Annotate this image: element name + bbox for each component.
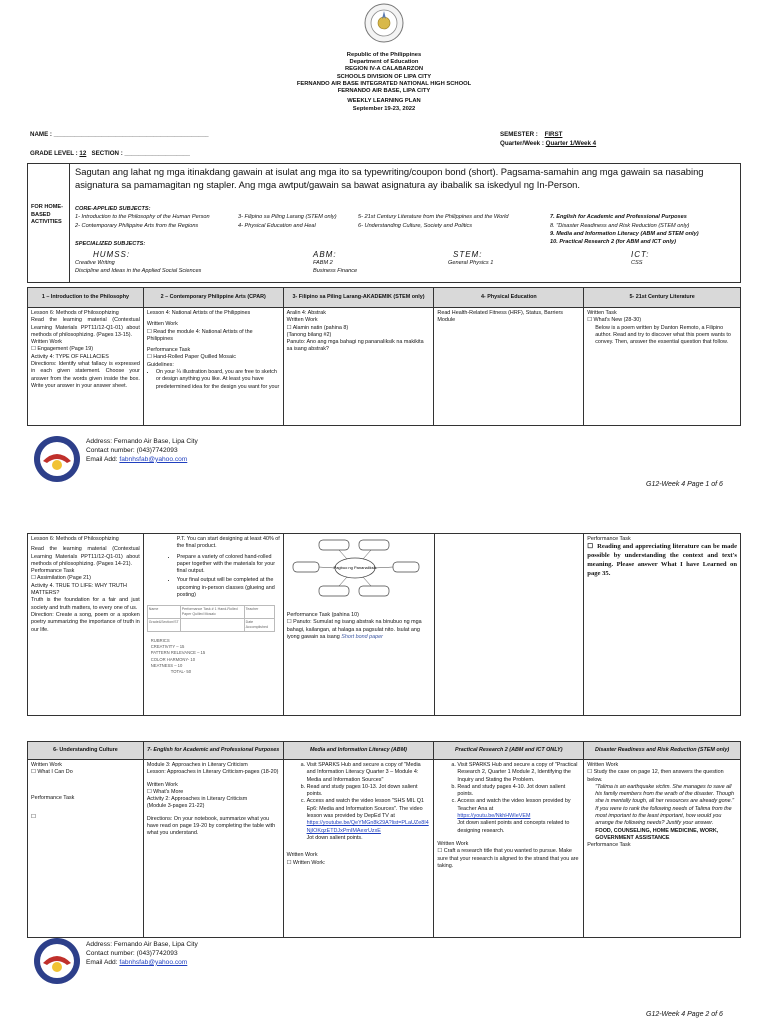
task-label: Performance Task	[587, 842, 631, 849]
activity-context: Truth is the foundation for a fair and just society and truth matters, to every one of us.	[31, 597, 140, 611]
address-block-1	[86, 438, 198, 465]
address-block-2	[86, 941, 198, 968]
task-item: Read the module 4: National Artists of the Philippines	[146, 328, 253, 342]
weekly-plan-table-3	[27, 741, 741, 938]
address-text: Address: Fernando Air Base, Lipa City	[86, 941, 198, 948]
task-label: Written Work	[587, 762, 619, 768]
lesson-title: Aralin 4: Abstrak	[286, 310, 326, 316]
weekly-plan-table-1	[27, 287, 741, 426]
pe-cell-2	[434, 534, 584, 716]
task-item: Alamin natin (pahina 8)	[292, 324, 349, 331]
filipino-cell-2: Pagbuo ng Pananaliksik Performance Task (pahina 10) ☐ Panuto: Sumulat ng isang abstrak na binubuo ng mga bahagi, kailangan, at halaga sa pagsulat nito. Isulat ang iyong gawain sa isang Short bond paper	[283, 534, 434, 716]
header-line-3: REGION IV-A CALABARZON	[344, 66, 424, 73]
task-label: Performance Task	[31, 794, 75, 801]
humss-subject-1: Creative Writing	[75, 260, 115, 266]
concept-map-diagram	[289, 538, 429, 606]
task-instruction: Read Health-Related Fitness (HRF), Status, Barriers Module	[437, 310, 563, 324]
task-label: Written Work	[146, 781, 178, 788]
col-header-philosophy: 1 – Introduction to the Philosophy	[28, 288, 144, 308]
rubric-line: TOTAL- 50	[170, 669, 192, 675]
name-line: _____________________________________________	[53, 131, 209, 138]
contact-text: Contact number: (043)7742093	[86, 446, 178, 454]
quarter-label: Quarter/Week :	[500, 140, 544, 147]
activity-direction: Direction: Create a song, poem or a spoken poetry summarizing the importance of truth in our life.	[31, 611, 140, 633]
activity-directions: Directions: On your notebook, summarize what you have read on page 19-20 by completing the table with what you understand.	[146, 815, 276, 837]
mil-step: a. Visit SPARKS Hub and secure a copy of "Media and Information Literacy Quarter 3 – Module 4: Media and Information Sources"	[307, 762, 431, 784]
grade-section-field[interactable]	[30, 150, 190, 157]
ict-subject-1: CSS	[631, 260, 643, 266]
case-text: "Talima is an earthquake victim. She manages to save all his family members from the wrath of the disaster. Though she is mentally tough, all her resources are already gone." If you were to rank the following needs of Talima from the most important to the least important, how would you arrange the following needs? Justify your answer.	[595, 783, 735, 827]
strand-abm: ABM:	[313, 250, 337, 259]
pr2-step: a. Visit SPARKS Hub and secure a copy of "Practical Research 2, Quarter 1 Module 2, Identifying the Inquiry and Stating the Problem.	[457, 762, 580, 784]
rubric-line: COLOR HARMONY- 10	[150, 656, 196, 662]
school-logo	[33, 937, 81, 985]
core-subject-7: 7. English for Academic and Professional Purposes	[550, 214, 687, 220]
rubric-line: NEATNESS – 10	[150, 662, 183, 668]
core-subject-1: 1- Introduction to the Philosophy of the Human Person	[75, 214, 210, 220]
task-label: Performance Task	[587, 536, 631, 542]
task-label: Written Work	[286, 852, 318, 859]
col-header-cpar: 2 – Contemporary Philippine Arts (CPAR)	[143, 288, 283, 308]
stem-subject-1: General Physics 1	[448, 260, 494, 266]
email-label: Email Add:	[86, 958, 118, 966]
plan-dates: September 19-23, 2022	[352, 105, 416, 112]
section-line: ___________________	[124, 150, 190, 157]
activity-pages: (Module 3-pages 21-22)	[146, 803, 205, 810]
task-label: Performance Task (pahina 10)	[286, 612, 359, 618]
task-item: What's More	[153, 788, 184, 795]
task-directions: Reading and appreciating literature can be made possible by understanding the context and text's meaning. Please answer What I have Learned on page 35.	[587, 543, 737, 577]
lesson-instruction: Read the learning material (Contextual Learning Materials PPT11/12-Q1-01) about methods of philosophizing. (Pages 13-15).	[31, 317, 140, 338]
name-field[interactable]	[30, 131, 209, 138]
philosophy-cell-2: Lesson 6: Methods of Philosophizing Read the learning material (Contextual Learning Materials PPT11/12-Q1-01) about methods of philosophizing. (Pages 14-21). Performance Task ☐ Assimilation (Page 21) Activity 4. TRUE TO LIFE: WHY TRUTH MATTERS? Truth is the foundation for a fair and just society and truth matters, to every one of us. Direction: Create a song, poem or a spoken poetry summarizing the importance of truth in our life.	[28, 534, 144, 716]
mil-step: c. Access and watch the video lesson "SHS MIL Q1 Ep6: Media and Information Sources". The video lesson was provided by DepEd TV at	[307, 798, 431, 820]
col-header-mil: Media and Information Literacy (ABM)	[283, 742, 434, 760]
core-subject-5: 5- 21st Century Literature from the Philippines and the World	[358, 214, 509, 220]
task-item: What's New (28-30)	[593, 317, 641, 324]
humss-subject-2: Discipline and Ideas in the Applied Social Sciences	[75, 268, 202, 274]
core-subject-9: 9. Media and Information Literacy (ABM and STEM only)	[550, 231, 699, 237]
mil-note: Jot down salient points.	[306, 834, 363, 841]
task-label: Written Work	[286, 317, 318, 324]
name-label: NAME :	[30, 131, 52, 138]
cpar-cell-2	[143, 534, 283, 716]
col-header-literature: 5- 21st Century Literature	[584, 288, 741, 308]
task-directions: Panuto: Sumulat ng isang abstrak na binubuo ng mga bahagi, kailangan, at halaga sa pagsulat nito. Isulat ang iyong gawain sa isang	[286, 619, 422, 640]
drrr-cell: Written Work ☐ Study the case on page 12, then answers the question below. "Talima is an earthquake victim. She manages to save all his family members from the wrath of the disaster. Though she is mentally tough, all her resources are already gone." If you were to rank the following needs of Talima from the most important to the least important, how would you arrange the following needs? Justify your answer. FOOD, COUNSELING, HOME MEDICINE, WORK, GOVERNMENT ASSISTANCE Performance Task	[584, 760, 741, 938]
home-based-instruction: Sagutan ang lahat ng mga itinakdang gawain at isulat ang mga ito sa typewriting/coupon bond (short). Pagsama-samahin ang mga gawain sa nasabing asignatura sa pamamagitan ng stapler. Ang mga awtput/gawain sa bawat asignatura ay ibabalik sa iskedyul ng In-Person.	[75, 166, 704, 190]
pr2-cell: a. Visit SPARKS Hub and secure a copy of "Practical Research 2, Quarter 1 Module 2, Identifying the Inquiry and Stating the Problem. b. Read and study pages 4-10. Jot down salient points. c. Access and watch the video lesson provided by Teacher Ana at https://youtu.be/NkhHWIeVEM Jot down salient points and concepts related to designing research. Written Work ☐ Craft a research title that you wanted to pursue. Make sure that your research is aligned to the strand that you are taking.	[434, 760, 584, 938]
task-item: Craft a research title that you wanted to pursue. Make sure that your research is aligned to the strand that you are taking.	[437, 848, 579, 869]
school-logo	[33, 435, 81, 483]
activity-directions: Directions: Identify what fallacy is expressed in each given statement. Choose your answer from the words given inside the box. Write your answer in your answer sheet.	[31, 361, 140, 389]
rubrics-list	[147, 638, 280, 676]
pe-cell	[434, 308, 584, 426]
task-item: What I Can Do	[37, 769, 73, 776]
rubric-cell: Date Accomplished	[244, 619, 274, 632]
task-item: Written Work:	[292, 859, 326, 866]
abm-subject-2: Business Finance	[313, 268, 358, 274]
plan-title: WEEKLY LEARNING PLAN	[347, 98, 421, 105]
rubric-line: PATTERN RELEVANCE – 15	[150, 650, 206, 656]
mil-step: b. Read and study pages 10-13. Jot down salient points.	[307, 784, 431, 799]
task-item: Hand-Rolled Paper Quilled Mosaic	[153, 354, 236, 361]
rubric-cell: Teacher	[244, 606, 274, 619]
email-link[interactable]: fabnhsfab@yahoo.com	[119, 958, 188, 966]
needs-list: FOOD, COUNSELING, HOME MEDICINE, WORK, GOVERNMENT ASSISTANCE	[595, 827, 719, 841]
email-link[interactable]: fabnhsfab@yahoo.com	[119, 455, 188, 463]
core-subject-2: 2- Contemporary Philippine Arts from the Regions	[75, 223, 199, 229]
pr2-step: c. Access and watch the video lesson provided by Teacher Ana at	[457, 798, 580, 813]
philosophy-cell: Lesson 6: Methods of Philosophizing Read the learning material (Contextual Learning Materials PPT11/12-Q1-01) about methods of philosophizing. (Pages 13-15). Written Work ☐ Engagement (Page 19) Activity 4: TYPE OF FALLACIES Directions: Identify what fallacy is expressed in each given statement. Choose your answer from the words given inside the box. Write your answer in your answer sheet.	[28, 308, 144, 426]
core-subject-6: 6- Understanding Culture, Society and Politics	[358, 223, 473, 229]
task-label: Written Work	[31, 339, 62, 346]
task-label: Written Task	[587, 310, 617, 316]
col-header-ucsp: 6- Understanding Culture	[28, 742, 144, 760]
header-line-4: SCHOOLS DIVISION OF LIPA CITY	[336, 73, 432, 80]
task-label: Written Work	[31, 762, 62, 768]
pr2-video-link[interactable]: https://youtu.be/NkhHWIeVEM	[457, 813, 531, 820]
task-directions: Below is a poem written by Danton Remoto, a Filipino author. Read and try to discover what this poem wants to convey. Then, answer the essential question that follow.	[595, 324, 731, 346]
task-label: Written Work	[146, 321, 178, 328]
ucsp-cell: Written Work ☐ What I Can Do Performance Task ☐	[28, 760, 144, 938]
col-header-filipino: 3- Filipino sa Piling Larang-AKADEMIK (STEM only)	[283, 288, 434, 308]
grade-label: GRADE LEVEL :	[30, 150, 78, 157]
task-note: (Tanong bilang #2)	[286, 331, 332, 338]
lesson-instruction: Read the learning material (Contextual Learning Materials PPT11/12-Q1-01) about methods of philosophizing. (Pages 14-21).	[31, 546, 140, 567]
core-subject-3: 3- Filipino sa Piling Larang (STEM only)	[238, 214, 337, 220]
page-number-1: G12-Week 4 Page 1 of 6	[646, 481, 723, 488]
paper-type: Short bond paper	[341, 633, 383, 640]
core-subjects-title: CORE-APPLIED SUBJECTS:	[75, 206, 151, 212]
rubric-cell: Performance Task # 1 Hand-Rolled Paper Quilled Mosaic	[180, 606, 244, 619]
task-directions: Panuto: Ano ang mga bahagi ng pananaliksik na makikita sa isang abstrak?	[286, 339, 424, 353]
strand-humss: HUMSS:	[93, 250, 131, 259]
task-label: Performance Task	[146, 347, 191, 354]
core-subject-4: 4- Physical Education and Heal	[238, 223, 316, 229]
core-subject-10: 10. Practical Research 2 (for ABM and ICT only)	[550, 239, 676, 245]
rubric-cell	[180, 619, 244, 632]
col-header-eapp: 7- English for Academic and Professional Purposes	[143, 742, 283, 760]
col-header-pe: 4- Physical Education	[434, 288, 584, 308]
address-text: Address: Fernando Air Base, Lipa City	[86, 438, 198, 445]
guideline-item: • On your ¼ illustration board, you are free to sketch or design anything you like. At least you have predetermined idea for the design you want for your	[156, 369, 280, 391]
task-label: Performance Task	[31, 568, 75, 575]
header-line-1: Republic of the Philippines	[346, 52, 422, 58]
activity-title: Activity 4: TYPE OF FALLACIES	[31, 353, 109, 360]
concept-center-label: Pagbuo ng Pananaliksik	[333, 565, 377, 570]
col-header-pr2: Practical Research 2 (ABM and ICT ONLY)	[434, 742, 584, 760]
literature-cell: Written Task ☐ What's New (28-30) Below is a poem written by Danton Remoto, a Filipino author. Read and try to discover what this poem wants to convey. Then, answer the essential question that follow.	[584, 308, 741, 426]
semester-field	[500, 131, 562, 138]
mil-cell: a. Visit SPARKS Hub and secure a copy of "Media and Information Literacy Quarter 3 – Module 4: Media and Information Sources" b. Read and study pages 10-13. Jot down salient points. c. Access and watch the video lesson "SHS MIL Q1 Ep6: Media and Information Sources". The video lesson was provided by DepEd TV at https://youtube.be/QeYMGn8k29A?list=PLaUZe8I4NjIOKqzETDJxPmIMAexrUzxE Jot down salient points. Written Work ☐ Written Work:	[283, 760, 434, 938]
rubric-header-table	[147, 605, 275, 631]
col-header-drrr: Disaster Readiness and Risk Reduction (STEM only)	[584, 742, 741, 760]
task-item: Engagement (Page 19)	[37, 346, 94, 353]
rubric-line: RUBRICS	[150, 637, 170, 643]
cpar-cell: Lesson 4: National Artists of the Philippines Written Work ☐ Read the module 4: National Artists of the Philippines Performance Task ☐ Hand-Rolled Paper Quilled Mosaic Guidelines: • On your ¼ illustration board, you are free to sketch or design anything you like. At least you have predetermined idea for the design you want for your	[143, 308, 283, 426]
abm-subject-1: FABM 2	[313, 260, 333, 266]
weekly-plan-table-2	[27, 533, 741, 716]
grade-value: 12	[79, 150, 87, 157]
activity-title: Activity 2: Approaches in Literary Criticism	[146, 796, 248, 803]
rubric-cell: Grade&Section/ST	[147, 619, 180, 632]
lesson-title: Lesson 6: Methods of Philosophizing	[31, 536, 119, 542]
task-item: Study the case on page 12, then answers the question below.	[587, 769, 724, 783]
pt-instruction: P.T. You can start designing at least 40% of the final product.	[176, 536, 280, 550]
task-label: Written Work	[437, 840, 469, 847]
home-based-label-cell	[28, 164, 70, 282]
mil-video-link[interactable]: https://youtube.be/QeYMGn8k29A?list=PLaUZe8I4NjIOKqzETDJxPmIMAexrUzxE	[306, 820, 429, 834]
eapp-cell: Module 3: Approaches in Literary Criticism Lesson: Approaches in Literary Criticism-pages (18-20) Written Work ☐ What's More Activity 2: Approaches in Literary Criticism (Module 3-pages 21-22) Directions: On your notebook, summarize what you have read on page 19-20 by completing the table with what you understand.	[143, 760, 283, 938]
rubric-cell: Name	[147, 606, 180, 619]
strand-ict: ICT:	[631, 250, 650, 259]
lesson-title: Lesson 6: Methods of Philosophizing	[31, 310, 119, 316]
header-line-2: Department of Education	[349, 59, 419, 66]
deped-seal-logo	[364, 3, 404, 43]
pt-bullet: • Prepare a variety of colored hand-rolled paper together with the materials for your final output.	[177, 554, 280, 576]
semester-label: SEMESTER :	[500, 131, 538, 138]
quarter-value: Quarter 1/Week 4	[545, 140, 597, 147]
specialized-title: SPECIALIZED SUBJECTS:	[75, 241, 146, 247]
strand-stem: STEM:	[453, 250, 483, 259]
filipino-cell: Aralin 4: Abstrak Written Work ☐ Alamin natin (pahina 8) (Tanong bilang #2) Panuto: Ano ang mga bahagi ng pananaliksik na makikita sa isang abstrak?	[283, 308, 434, 426]
module-title: Module 3: Approaches in Literary Criticism	[146, 762, 248, 768]
school-header	[250, 52, 518, 113]
header-line-5: FERNANDO AIR BASE INTEGRATED NATIONAL HIGH SCHOOL	[296, 80, 472, 87]
pt-bullet: • Your final output will be completed at the upcoming in-person classes (glueing and posting)	[177, 577, 280, 599]
activity-title: Activity 4. TRUE TO LIFE: WHY TRUTH MATTERS?	[31, 582, 127, 597]
core-subject-8: 8. "Disaster Readiness and Risk Reduction (STEM only)	[550, 223, 690, 229]
email-label: Email Add:	[86, 455, 118, 463]
literature-cell-2: Performance Task ☐ Reading and appreciating literature can be made possible by understanding the context and text's meaning. Please answer What I have Learned on page 35.	[584, 534, 741, 716]
page-number-2: G12-Week 4 Page 2 of 6	[646, 1011, 723, 1018]
task-item: Assimilation (Page 21)	[37, 575, 91, 582]
section-label: SECTION :	[91, 150, 123, 157]
contact-text: Contact number: (043)7742093	[86, 949, 178, 957]
lesson-title: Lesson 4: National Artists of the Philippines	[146, 310, 251, 316]
pr2-note: Jot down salient points and concepts related to designing research.	[457, 820, 570, 834]
pr2-step: b. Read and study pages 4-10. Jot down salient points.	[457, 784, 580, 799]
home-based-label: FOR HOME-BASED ACTIVITIES	[31, 204, 64, 226]
rubric-line: CREATIVITY – 15	[150, 644, 185, 650]
guidelines-label: Guidelines:	[146, 361, 174, 368]
header-line-6: FERNANDO AIR BASE, LIPA CITY	[337, 88, 431, 95]
home-based-activities-box	[27, 163, 741, 283]
lesson-title: Lesson: Approaches in Literary Criticism-pages (18-20)	[146, 769, 279, 776]
quarter-field	[500, 140, 596, 147]
semester-value: FIRST	[544, 131, 563, 138]
